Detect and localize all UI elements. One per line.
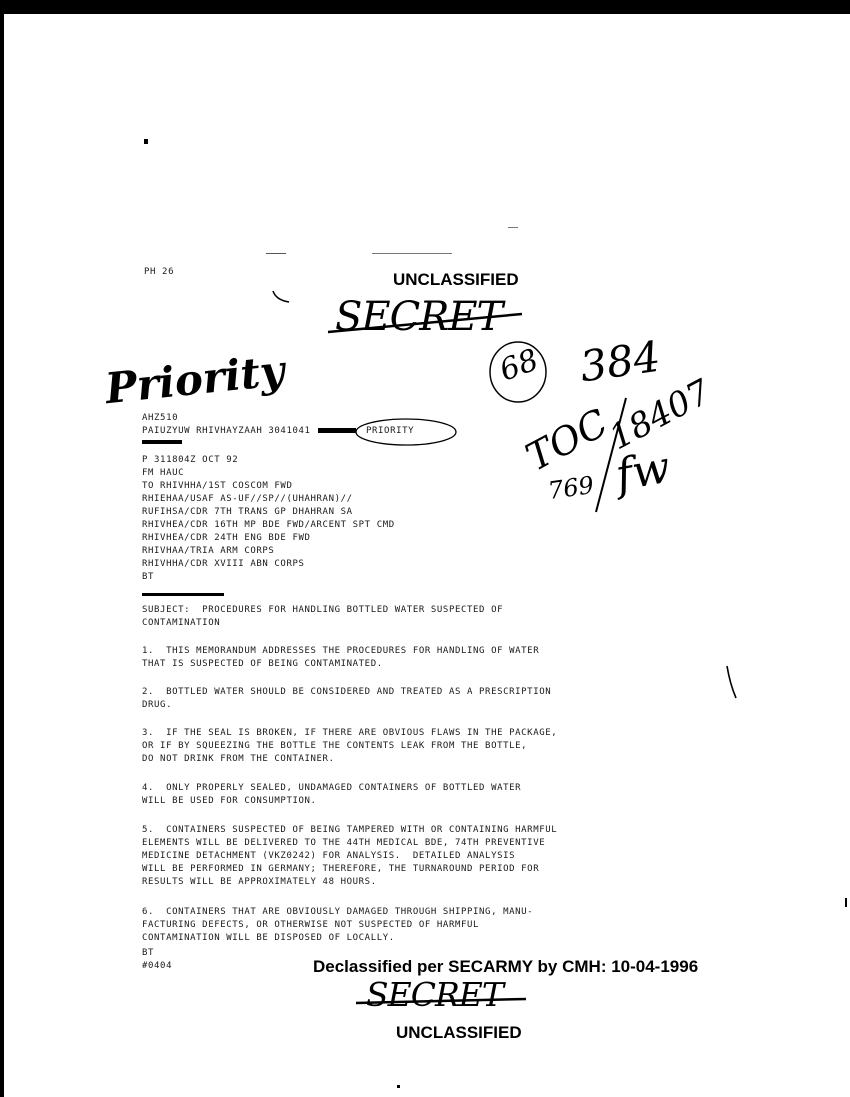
address-line: RHIEHAA/USAF AS-UF//SP//(UHAHRAN)// (142, 494, 353, 504)
address-line: BT (142, 572, 155, 582)
handwritten-toc: TOC (518, 400, 615, 480)
scan-speck (508, 227, 518, 228)
address-line: RHIVHEA/CDR 16TH MP BDE FWD/ARCENT SPT CMD (142, 520, 395, 530)
handwritten-18407: 18407 (602, 371, 718, 459)
page-code: PH 26 (144, 267, 175, 277)
scan-curve-mark (272, 290, 292, 304)
classification-top: UNCLASSIFIED (393, 270, 519, 289)
address-line: RHIVHEA/CDR 24TH ENG BDE FWD (142, 533, 311, 543)
redaction-strike (318, 428, 358, 434)
address-block (142, 454, 395, 584)
handwritten-initials: fw (611, 441, 674, 502)
scan-speck (372, 253, 452, 254)
scan-left-border (0, 0, 4, 1097)
handwritten-priority: Priority (102, 345, 287, 414)
address-line: FM HAUC (142, 468, 185, 478)
scan-speck (144, 139, 148, 144)
secret-strike-line-top (326, 306, 526, 336)
struck-secret-top: SECRET (335, 294, 503, 340)
redaction-strike (142, 440, 202, 446)
paragraph-3: 3. IF THE SEAL IS BROKEN, IF THERE ARE OBVIOUS FLAWS IN THE PACKAGE, OR IF BY SQUEEZING THE BOTTLE THE CONTENTS LEAK FROM THE BOTTLE, DO NOT DRINK FROM THE CONTAINER. (142, 728, 558, 764)
address-line: RHIVHAA/TRIA ARM CORPS (142, 546, 275, 556)
address-line: P 311804Z OCT 92 (142, 455, 239, 465)
struck-secret-bottom: SECRET (366, 975, 503, 1014)
message-precedence: PRIORITY (366, 426, 415, 436)
scan-speck (397, 1085, 400, 1088)
routing-code: AHZ510 (142, 413, 179, 423)
paragraph-4: 4. ONLY PROPERLY SEALED, UNDAMAGED CONTAINERS OF BOTTLED WATER WILL BE USED FOR CONSUMPTION. (142, 783, 522, 806)
end-marker: #0404 (142, 961, 173, 971)
precedence-circle-mark (354, 415, 464, 449)
subject-line: SUBJECT: PROCEDURES FOR HANDLING BOTTLED WATER SUSPECTED OF CONTAMINATION (142, 605, 504, 628)
address-line: TO RHIVHHA/1ST COSCOM FWD (142, 481, 293, 491)
scan-speck (266, 253, 286, 254)
declassified-stamp: Declassified per SECARMY by CMH: 10-04-1996 (313, 957, 699, 976)
paragraph-5: 5. CONTAINERS SUSPECTED OF BEING TAMPERED WITH OR CONTAINING HARMFUL ELEMENTS WILL BE DELIVERED TO THE 44TH MEDICAL BDE, 74TH PREVENTIVE MEDICINE DETACHMENT (VKZ0242) FOR ANALYSIS. DETAILED ANALYSIS WILL BE PERFORMED IN GERMANY; THEREFORE, THE TURNAROUND PERIOD FOR RESULTS WILL BE APPROXIMATELY 48 HOURS. (142, 825, 558, 887)
paragraph-1: 1. THIS MEMORANDUM ADDRESSES THE PROCEDURES FOR HANDLING OF WATER THAT IS SUSPECTED OF BEING CONTAMINATED. (142, 646, 540, 669)
scan-speck (845, 898, 847, 907)
scan-top-border (0, 0, 850, 14)
message-line: PAIUZYUW RHIVHAYZAAH 3041041 (142, 426, 311, 436)
handwritten-384: 384 (576, 331, 664, 392)
handwritten-769: 769 (546, 470, 596, 506)
paragraph-6: 6. CONTAINERS THAT ARE OBVIOUSLY DAMAGED THROUGH SHIPPING, MANU- FACTURING DEFECTS, OR OTHERWISE NOT SUSPECTED OF HARMFUL CONTAMINATION WILL BE DISPOSED OF LOCALLY. (142, 907, 534, 943)
address-line: RHIVHHA/CDR XVIII ABN CORPS (142, 559, 305, 569)
handwritten-divider-slash (592, 396, 632, 516)
classification-bottom: UNCLASSIFIED (396, 1023, 522, 1042)
secret-strike-line-bottom (352, 995, 532, 1009)
paragraph-2: 2. BOTTLED WATER SHOULD BE CONSIDERED AND TREATED AS A PRESCRIPTION DRUG. (142, 687, 552, 710)
closing-bt: BT (142, 948, 155, 958)
address-line: RUFIHSA/CDR 7TH TRANS GP DHAHRAN SA (142, 507, 353, 517)
handwritten-circled-number: 68 (495, 342, 544, 389)
classification-line-strike (142, 591, 232, 599)
margin-mark (724, 664, 740, 704)
